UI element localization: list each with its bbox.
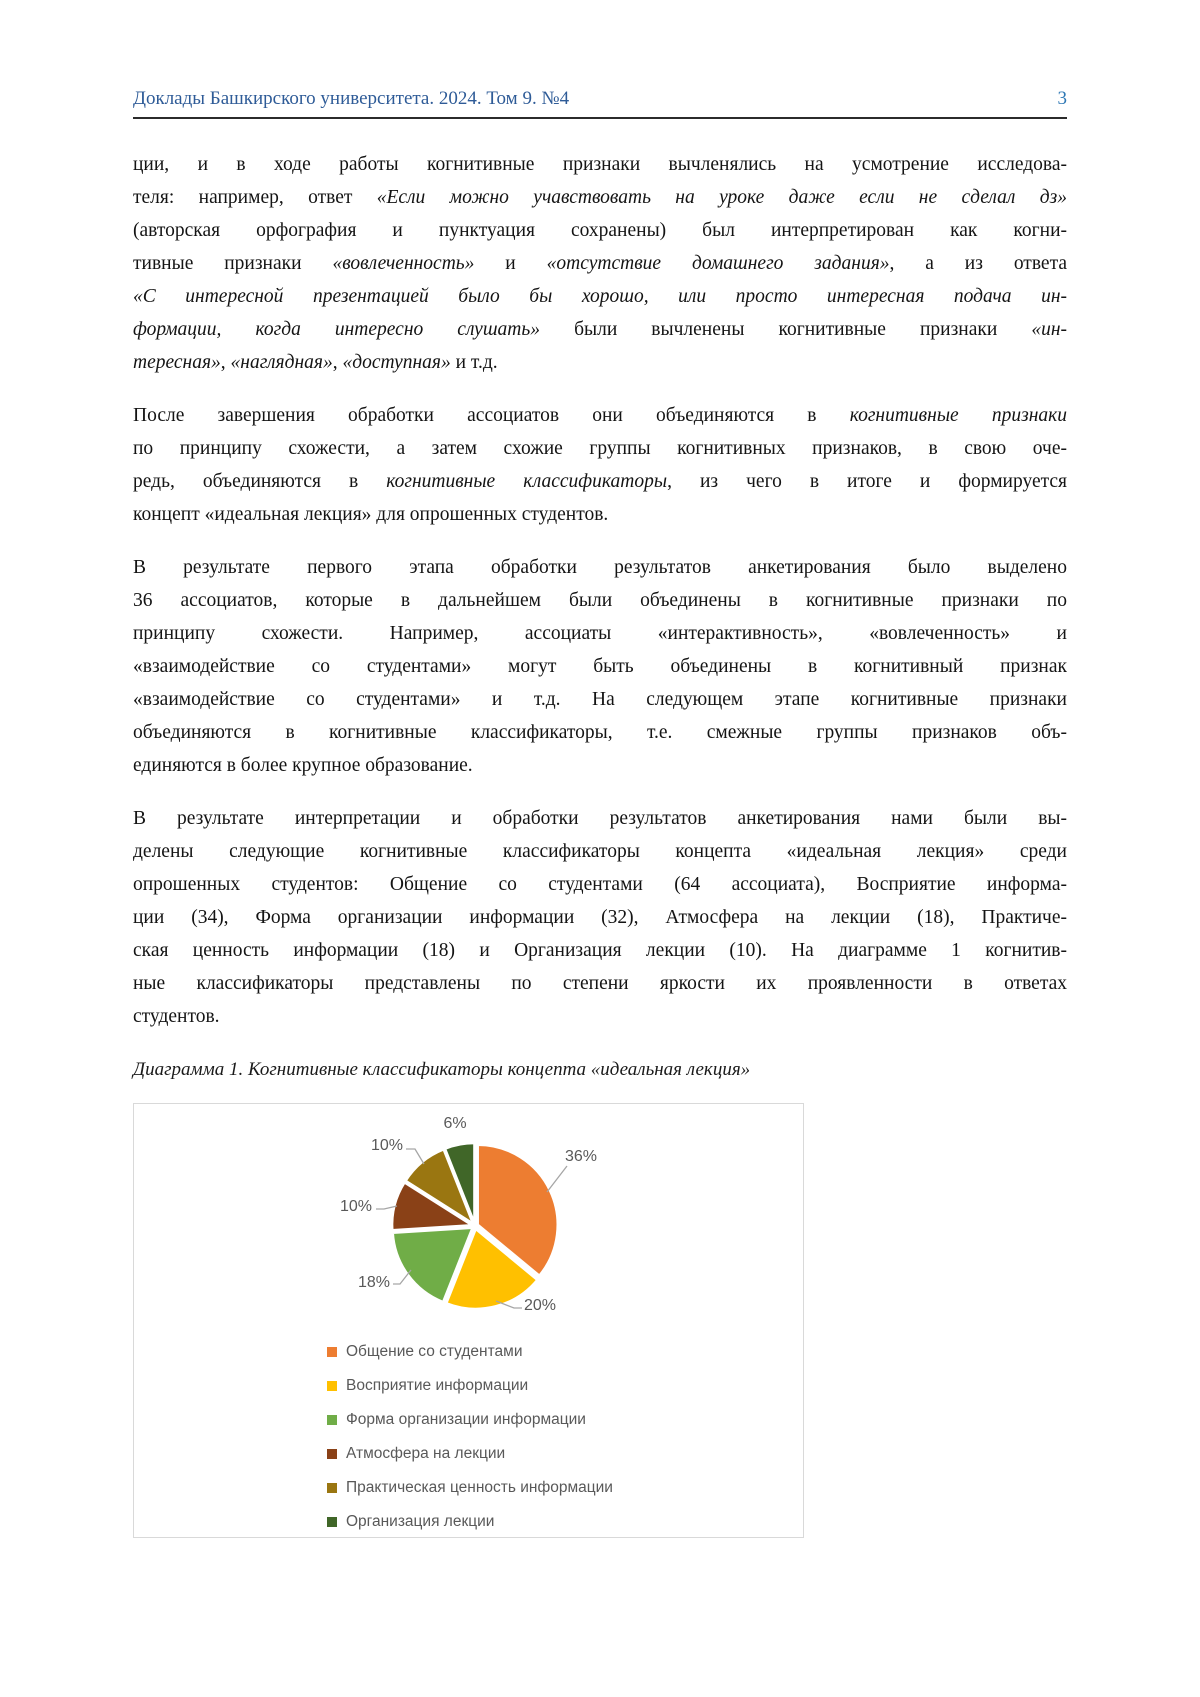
text-line: объединяются в когнитивные классификаторы, т.е. смежные группы признаков объ- xyxy=(133,722,1067,743)
text-line: студентов. xyxy=(133,1006,220,1027)
text-line: теля: например, ответ «Если можно учавствовать на уроке даже если не сделал дз» xyxy=(133,187,1067,208)
legend-label: Восприятие информации xyxy=(346,1377,529,1394)
figure-caption: Диаграмма 1. Когнитивные классификаторы концепта «идеальная лекция» xyxy=(133,1059,751,1080)
text-line: «С интересной презентацией было бы хорошо, или просто интересная подача ин- xyxy=(133,286,1067,307)
legend-swatch xyxy=(327,1381,337,1391)
text-line: В результате первого этапа обработки результатов анкетирования было выделено xyxy=(133,557,1067,578)
body-paragraph xyxy=(133,802,1067,1033)
content-column xyxy=(133,88,1067,1538)
chart-frame xyxy=(133,1103,804,1538)
text-line: (авторская орфография и пунктуация сохранены) был интерпретирован как когни- xyxy=(133,220,1067,241)
text-line: ные классификаторы представлены по степени яркости их проявленности в ответах xyxy=(133,973,1067,994)
text-line: тивные признаки «вовлеченность» и «отсутствие домашнего задания», а из ответа xyxy=(133,253,1067,274)
text-line: концепт «идеальная лекция» для опрошенных студентов. xyxy=(133,504,609,525)
body-paragraph xyxy=(133,551,1067,782)
slice-percent-label: 6% xyxy=(443,1115,467,1133)
legend-swatch xyxy=(327,1347,337,1357)
slice-percent-label: 10% xyxy=(339,1198,373,1216)
legend-item xyxy=(327,1478,613,1498)
text-line: единяются в более крупное образование. xyxy=(133,755,473,776)
text-line: редь, объединяются в когнитивные классификаторы, из чего в итоге и формируется xyxy=(133,471,1068,492)
legend-label: Организация лекции xyxy=(346,1513,495,1530)
legend-label: Общение со студентами xyxy=(346,1343,523,1360)
legend-swatch xyxy=(327,1415,337,1425)
text-line: ции, и в ходе работы когнитивные признаки вычленялись на усмотрение исследова- xyxy=(133,154,1067,175)
legend-label: Форма организации информации xyxy=(346,1411,586,1428)
text-line: делены следующие когнитивные классификаторы концепта «идеальная лекция» среди xyxy=(133,841,1067,862)
page-number: 3 xyxy=(1057,88,1067,109)
legend-item xyxy=(327,1410,613,1430)
legend-label: Практическая ценность информации xyxy=(346,1479,613,1496)
legend-label: Атмосфера на лекции xyxy=(346,1445,506,1462)
body-paragraph xyxy=(133,148,1067,379)
slice-percent-label: 18% xyxy=(357,1274,391,1292)
text-line: принципу схожести. Например, ассоциаты «интерактивность», «вовлеченность» и xyxy=(133,623,1067,644)
page-header xyxy=(133,88,1067,119)
legend-item xyxy=(327,1444,613,1464)
text-line: ции (34), Форма организации информации (32), Атмосфера на лекции (18), Практиче- xyxy=(133,907,1067,928)
journal-title: Доклады Башкирского университета. 2024. Том 9. №4 xyxy=(133,88,570,109)
text-line: 36 ассоциатов, которые в дальнейшем были объединены в когнитивные признаки по xyxy=(133,590,1067,611)
legend-swatch xyxy=(327,1449,337,1459)
slice-percent-label: 20% xyxy=(523,1297,557,1315)
legend-swatch xyxy=(327,1483,337,1493)
body-paragraph xyxy=(133,399,1067,531)
text-line: В результате интерпретации и обработки результатов анкетирования нами были вы- xyxy=(133,808,1067,829)
text-line: формации, когда интересно слушать» были вычленены когнитивные признаки «ин- xyxy=(133,319,1067,340)
text-line: «взаимодействие со студентами» могут быть объединены в когнитивный признак xyxy=(133,656,1067,677)
slice-percent-label: 36% xyxy=(564,1148,598,1166)
legend-swatch xyxy=(327,1517,337,1527)
body-text xyxy=(133,148,1067,1033)
text-line: по принципу схожести, а затем схожие группы когнитивных признаков, в свою оче- xyxy=(133,438,1067,459)
text-line: тересная», «наглядная», «доступная» и т.д. xyxy=(133,352,498,373)
chart-legend xyxy=(327,1342,613,1546)
text-line: ская ценность информации (18) и Организация лекции (10). На диаграмме 1 когнитив- xyxy=(133,940,1067,961)
legend-item xyxy=(327,1376,613,1396)
text-line: После завершения обработки ассоциатов они объединяются в когнитивные признаки xyxy=(133,405,1067,426)
leader-line xyxy=(547,1166,567,1192)
slice-percent-label: 10% xyxy=(370,1137,404,1155)
text-line: «взаимодействие со студентами» и т.д. На следующем этапе когнитивные признаки xyxy=(133,689,1067,710)
text-line: опрошенных студентов: Общение со студентами (64 ассоциата), Восприятие информа- xyxy=(133,874,1067,895)
legend-item xyxy=(327,1512,613,1532)
legend-item xyxy=(327,1342,613,1362)
